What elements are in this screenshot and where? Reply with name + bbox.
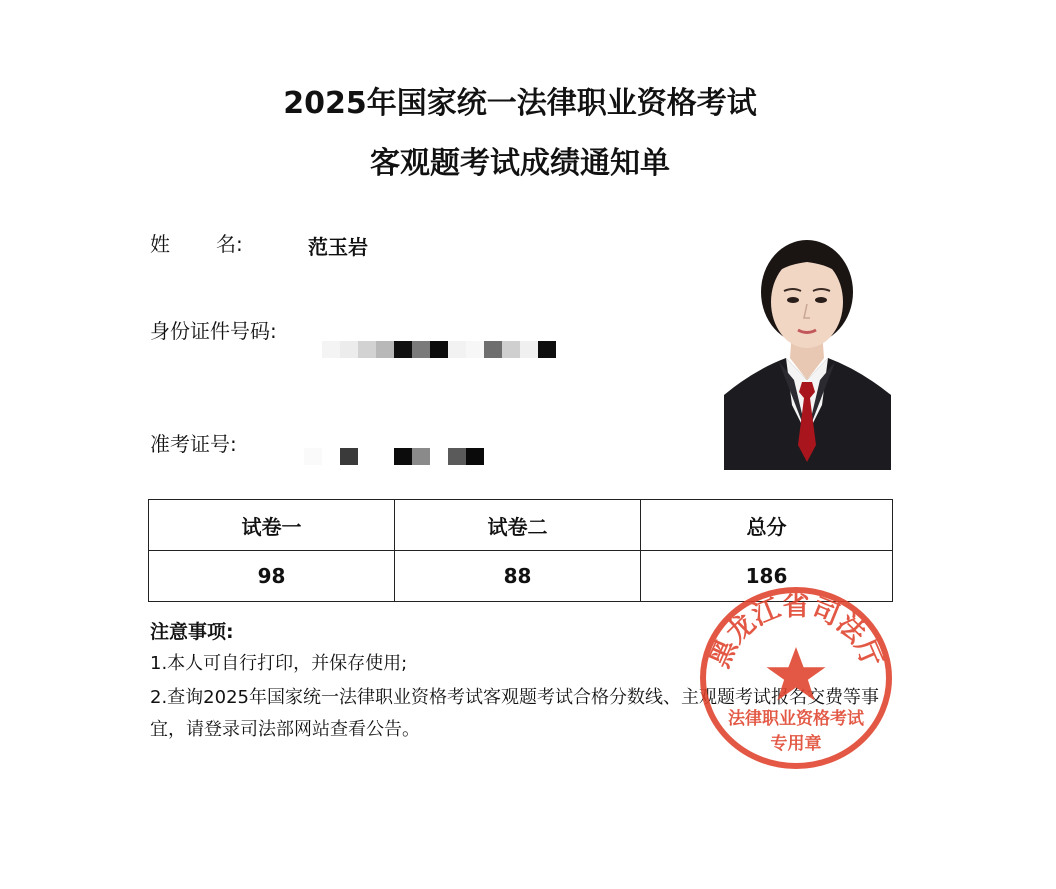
document-title-line2: 客观题考试成绩通知单 xyxy=(370,146,670,181)
note-item-2: 2.查询2025年国家统一法律职业资格考试客观题考试合格分数线、主观题考试报名交费等事宜，请登录司法部网站查看公告。 xyxy=(150,687,879,740)
notes-title: 注意事项: xyxy=(150,621,234,643)
score-paper-two: 88 xyxy=(395,551,641,602)
note-item-1: 1.本人可自行打印，并保存使用; xyxy=(150,653,408,674)
score-table-header-row xyxy=(149,500,893,551)
seal-line2-text: 专用章 xyxy=(770,734,822,753)
header-paper-two: 试卷二 xyxy=(395,500,641,551)
header-paper-one: 试卷一 xyxy=(149,500,395,551)
score-paper-one: 98 xyxy=(149,551,395,602)
name-label-char1: 姓 xyxy=(150,232,170,256)
seal-org-text: 黑龙江省司法厅 xyxy=(704,591,888,672)
score-total: 186 xyxy=(641,551,893,602)
candidate-photo xyxy=(724,230,891,470)
name-value: 范玉岩 xyxy=(308,235,368,259)
name-label-char2: 名: xyxy=(216,232,243,256)
id-number-label: 身份证件号码: xyxy=(150,319,277,343)
name-label xyxy=(150,231,243,257)
ticket-number-label: 准考证号: xyxy=(150,432,237,456)
official-seal xyxy=(696,583,896,773)
id-number-redacted xyxy=(322,341,556,358)
document-title-line1: 2025年国家统一法律职业资格考试 xyxy=(283,86,757,121)
seal-line1-text: 法律职业资格考试 xyxy=(728,709,864,728)
header-total: 总分 xyxy=(641,500,893,551)
ticket-number-redacted xyxy=(304,448,484,465)
